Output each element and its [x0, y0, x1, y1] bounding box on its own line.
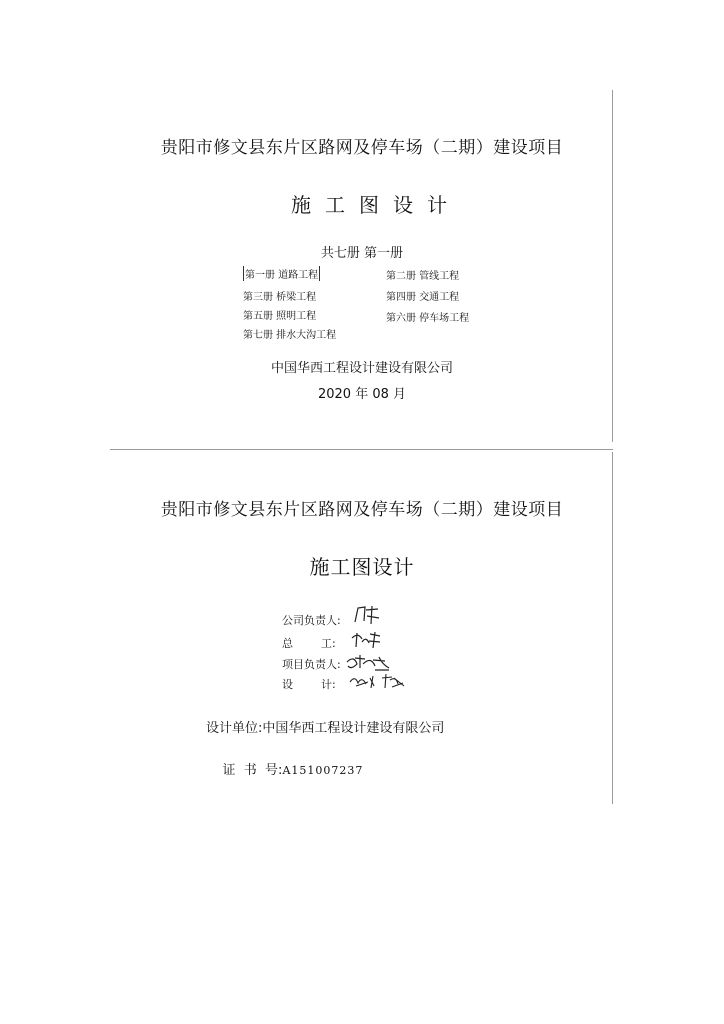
- volume-item: 第二册 管线工程: [386, 271, 460, 282]
- signature-label: 总 工:: [282, 637, 336, 650]
- volume-item: 第五册 照明工程: [243, 311, 317, 322]
- volume-item: 第七册 排水大沟工程: [243, 330, 337, 341]
- certificate-row: [206, 744, 363, 793]
- handwritten-signature: [350, 630, 382, 654]
- design-unit-row: [206, 717, 444, 736]
- volume-item: 第四册 交通工程: [386, 292, 460, 303]
- volume-summary: 共七册 第一册: [320, 246, 404, 261]
- doc-title-2: 施工图设计: [309, 555, 415, 579]
- handwritten-signature: [348, 672, 406, 694]
- company-name: 中国华西工程设计建设有限公司: [270, 361, 453, 376]
- volume-item: 第三册 桥梁工程: [243, 292, 317, 303]
- issue-date: 2020 年 08 月: [317, 387, 407, 402]
- design-unit-value: 中国华西工程设计建设有限公司: [262, 721, 445, 736]
- certificate-number: A151007237: [282, 764, 364, 777]
- design-unit-label: 设计单位:: [206, 721, 263, 736]
- certificate-label: 证 书 号:: [222, 763, 283, 778]
- volume-item: 第六册 停车场工程: [386, 313, 470, 324]
- signature-label: 设 计:: [282, 678, 336, 691]
- sheet-divider: [110, 449, 613, 450]
- volume-item: 第一册 道路工程: [243, 266, 320, 281]
- signature-label: 公司负责人:: [282, 614, 341, 627]
- project-title-2: 贵阳市修文县东片区路网及停车场（二期）建设项目: [160, 500, 564, 520]
- signature-label: 项目负责人:: [282, 658, 341, 671]
- project-title: 贵阳市修文县东片区路网及停车场（二期）建设项目: [160, 138, 564, 158]
- doc-title: 施工图设计: [291, 193, 461, 217]
- handwritten-signature: [352, 604, 382, 630]
